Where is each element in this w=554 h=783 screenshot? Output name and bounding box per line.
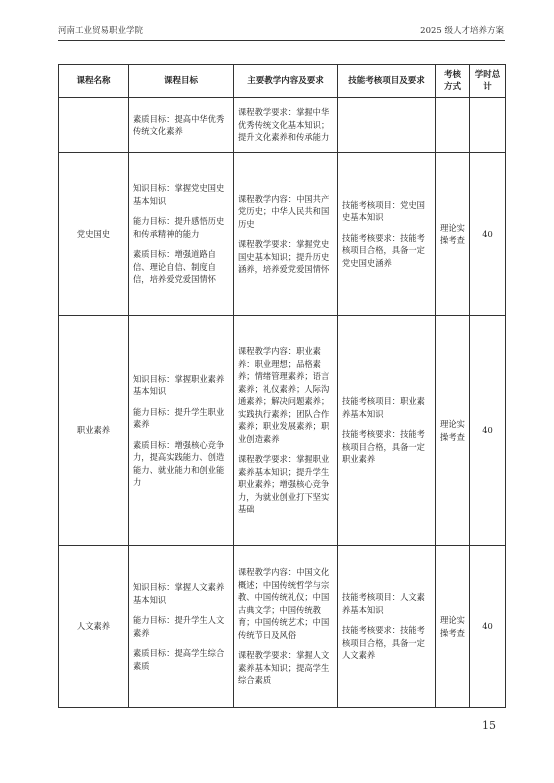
content-cell (234, 316, 338, 546)
table-row (59, 316, 506, 546)
course-goals-cell (129, 546, 234, 708)
skill-requirements: 技能考核要求：技能考核项目合格，具备一定职业素养 (342, 429, 425, 465)
skills-cell (338, 316, 436, 546)
skill-requirements: 技能考核要求：技能考核项目合格，具备一定人文素养 (342, 625, 425, 661)
goal-quality: 素质目标：增强核心竞争力，提高实践能力、创造能力、就业能力和创业能力 (133, 439, 225, 487)
exam-method-cell: 理论实操考查 (436, 153, 470, 316)
course-goals-cell (129, 153, 234, 316)
table-row (59, 153, 506, 316)
skill-items: 技能考核项目：党史国史基本知识 (342, 199, 425, 223)
skill-items: 技能考核项目：人文素养基本知识 (342, 592, 425, 615)
skills-cell (338, 153, 436, 316)
table-row (59, 98, 506, 153)
header-rule (58, 40, 505, 41)
course-goals-cell (129, 98, 234, 153)
total-hours-cell: 40 (470, 316, 506, 546)
course-name-cell: 党史国史 (59, 153, 129, 316)
exam-method-cell: 理论实操考查 (436, 316, 470, 546)
header-document-title: 2025 级人才培养方案 (420, 26, 504, 36)
content-cell (234, 98, 338, 153)
header-total-hours: 学时总计 (470, 65, 506, 98)
header-content: 主要教学内容及要求 (234, 65, 338, 98)
goal-knowledge: 知识目标：掌握人文素养基本知识 (133, 582, 225, 605)
goal-ability: 能力目标：提升感悟历史和传承精神的能力 (133, 216, 225, 239)
content-topics: 课程教学内容：中国共产党历史；中华人民共和国历史 (238, 193, 330, 229)
course-name-cell: 人文素养 (59, 546, 129, 708)
goal-knowledge: 知识目标：掌握党史国史基本知识 (133, 183, 225, 206)
course-name-cell: 职业素养 (59, 316, 129, 546)
header-school-name: 河南工业贸易职业学院 (58, 26, 144, 36)
skills-cell (338, 546, 436, 708)
content-topics: 课程教学内容：中国文化概述；中国传统哲学与宗教、中国传统礼仪；中国古典文学；中国传统教育；中国传统艺术；中国传统节日及风俗 (238, 567, 330, 640)
content-cell (234, 546, 338, 708)
course-name-cell (59, 98, 129, 153)
header-skills: 技能考核项目及要求 (338, 65, 436, 98)
goal-quality: 素质目标：增强道路自信、理论自信、制度自信，培养爱党爱国情怀 (133, 249, 216, 285)
total-hours-cell (470, 98, 506, 153)
content-requirements: 课程教学要求：掌握人文素养基本知识；提高学生综合素质 (238, 650, 330, 686)
goal-knowledge: 知识目标：掌握职业素养基本知识 (133, 373, 225, 396)
skill-items: 技能考核项目：职业素养基本知识 (342, 396, 425, 419)
skills-cell (338, 98, 436, 153)
header-course-goals: 课程目标 (129, 65, 234, 98)
content-requirements: 课程教学要求：掌握党史国史基本知识；提升历史涵养，培养爱党爱国情怀 (238, 239, 330, 274)
exam-method-cell: 理论实操考查 (436, 546, 470, 708)
page-number: 15 (482, 719, 496, 732)
skill-requirements: 技能考核要求：技能考核项目合格，具备一定党史国史涵养 (342, 232, 425, 268)
content-cell (234, 153, 338, 316)
curriculum-table (58, 64, 506, 708)
course-goals-cell (129, 316, 234, 546)
content-topics: 课程教学内容：职业素养：职业理想；品格素养；情绪管理素养；语言素养；礼仪素养；人际沟通素养；解决问题素养；实践执行素养；团队合作素养；职业发展素养；职业创造素养 (238, 346, 330, 444)
content-requirements: 课程教学要求：掌握职业素养基本知识；提升学生职业素养；增强核心竞争力，为就业创业打下坚实基础 (238, 454, 330, 515)
header-exam-method: 考核方式 (436, 65, 470, 98)
table-row (59, 546, 506, 708)
goal-ability: 能力目标：提升学生人文素养 (133, 615, 225, 638)
goal-quality: 素质目标：提高中华优秀传统文化素养 (133, 113, 225, 136)
total-hours-cell: 40 (470, 546, 506, 708)
goal-ability: 能力目标：提升学生职业素养 (133, 406, 225, 429)
table-header-row (59, 65, 506, 98)
total-hours-cell: 40 (470, 153, 506, 316)
exam-method-cell (436, 98, 470, 153)
goal-quality: 素质目标：提高学生综合素质 (133, 648, 225, 671)
content-requirements: 课程教学要求：掌握中华优秀传统文化基本知识；提升文化素养和传承能力 (238, 107, 330, 143)
header-course-name: 课程名称 (59, 65, 129, 98)
